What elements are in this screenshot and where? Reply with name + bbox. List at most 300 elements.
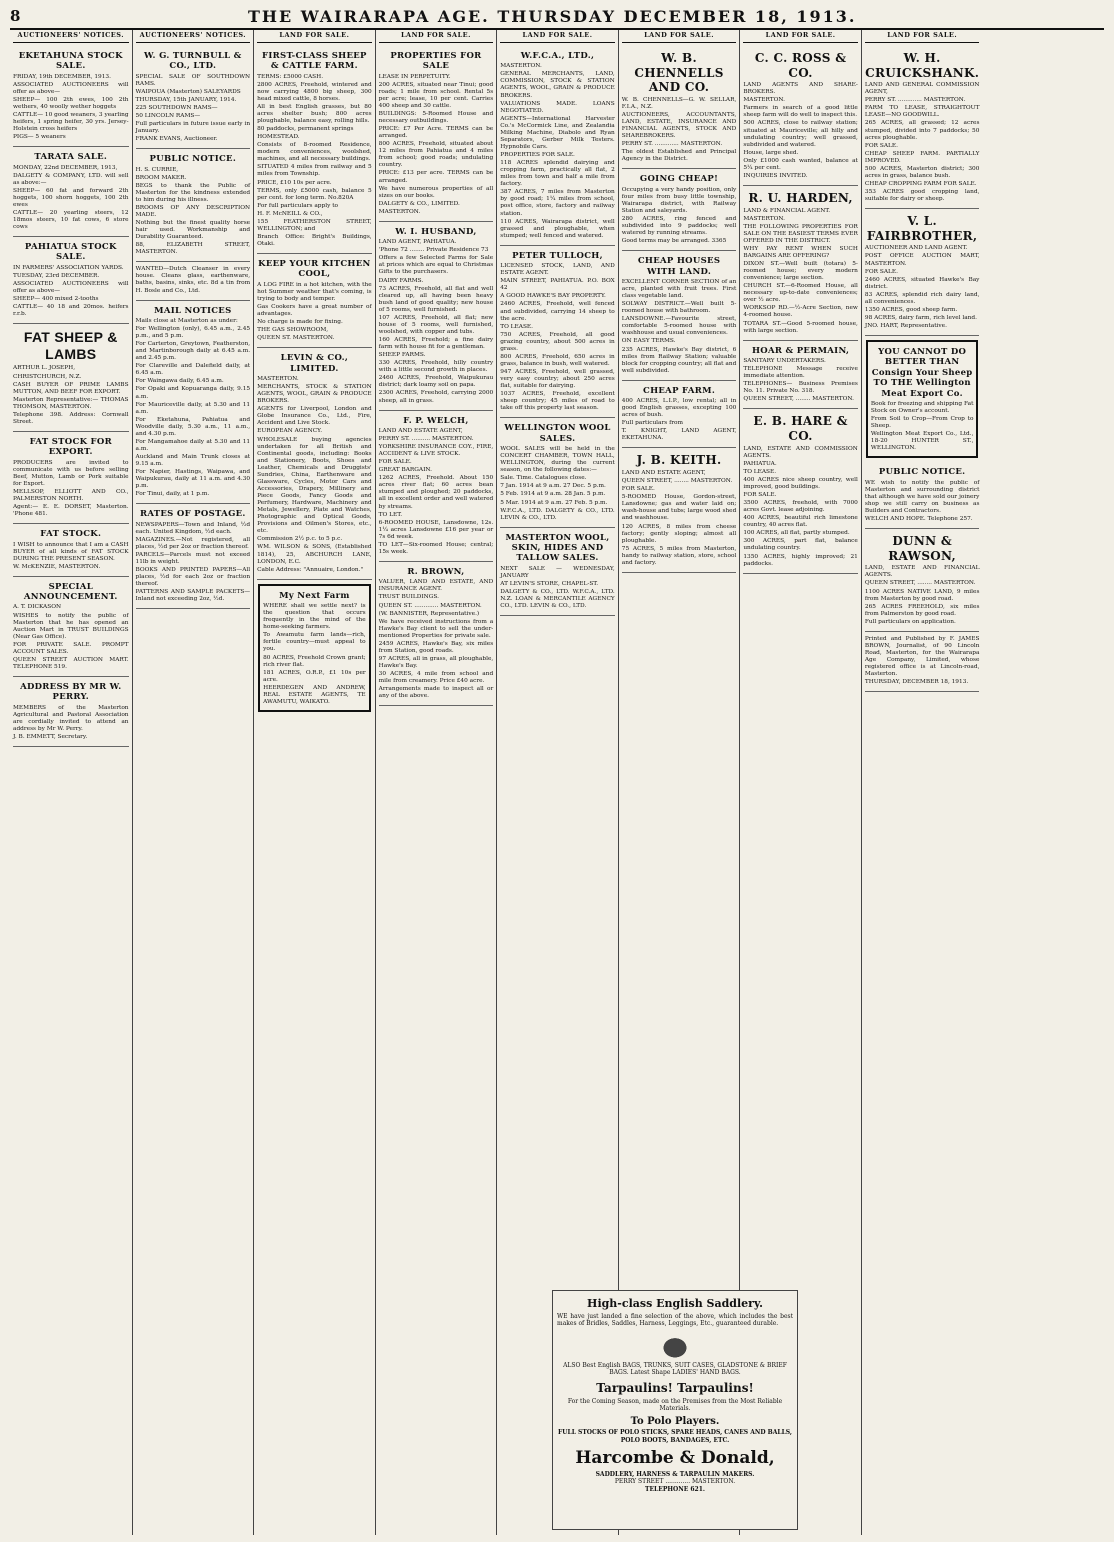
ad-line: From Soil to Crop—From Crop to Sheep. <box>870 416 974 430</box>
ad-line: PRICE: £13 per acre. TERMS can be arranged. <box>378 170 494 184</box>
ad-line: 7 Jan. 1914 at 9 a.m. 27 Dec. 5 p.m. <box>500 483 606 490</box>
ad-line: For Wellington (only), 6.45 a.m., 2.45 p.m., and 5 p.m. <box>135 325 251 340</box>
ad-line: 2460 ACRES, Freehold, Waipukurau district; dark loamy soil on papa. <box>378 375 494 389</box>
tarpaulins-heading: Tarpaulins! Tarpaulins! <box>596 1380 754 1395</box>
ad-line: 2460 ACRES, Freehold, well fenced and subdivided, carrying 14 sheep to the acre. <box>500 301 615 322</box>
advertisement <box>622 381 737 449</box>
ad-line: 88, ELIZABETH STREET, MASTERTON. <box>135 242 251 256</box>
column-2 <box>132 30 254 1535</box>
ad-line: 110 ACRES, Wairarapa district, well grassed and ploughable, when stumped; well fenced and watered. <box>500 218 615 239</box>
ad-line: For Tinui, daily, at 1 p.m. <box>135 491 210 498</box>
ad-line: NEXT SALE — WEDNESDAY, JANUARY <box>500 565 615 579</box>
ad-heading: R. BROWN, <box>407 566 465 577</box>
ad-line: AUCTIONEERS, ACCOUNTANTS, LAND, ESTATE, INSURANCE AND FINANCIAL AGENTS, STOCK AND SHAREBROKERS. <box>621 111 737 140</box>
ad-line: 155 FEATHERSTON STREET, WELLINGTON; and <box>257 218 372 232</box>
advertisement <box>136 46 251 149</box>
ad-line: FOR SALE. <box>621 486 655 493</box>
masthead <box>10 4 1104 30</box>
ad-line: LAND AND GENERAL COMMISSION AGENT, <box>864 82 980 96</box>
tarpaulins-text-1: For the Coming Season, made on the Premises from the Most Reliable Materials. <box>567 1397 783 1413</box>
ad-line: WORKSOP RD.—½-Acre Section, new 4-roomed house. <box>743 305 858 319</box>
ad-line: Only £1000 cash wanted, balance at 5¼ per cent. <box>743 157 858 171</box>
ad-line: Commission 2½ p.c. to 5 p.c. <box>257 536 343 543</box>
ad-line: DALGETY & CO., LTD. W.F.C.A., LTD. N.Z. LOAN & MERCANTILE AGENCY CO., LTD. LEVIN & CO., LTD. <box>500 589 615 610</box>
ad-line: TELEPHONES— Business Premises No. 11. Private No. 318. <box>743 381 858 395</box>
ad-heading: W.F.C.A., LTD., <box>520 50 595 61</box>
ad-line: 5 Feb. 1914 at 9 a.m. 28 Jan. 5 p.m. <box>500 491 606 498</box>
ad-line: LAND AND ESTATE AGENT, <box>378 427 463 434</box>
ad-line: Telephone 398. Address: Cornwall Street. <box>13 411 129 425</box>
ad-line: 1350 ACRES, good sheep farm. <box>864 306 958 313</box>
ad-line: ARTHUR L. JOSEPH, <box>13 365 76 372</box>
ad-line: 98 ACRES, dairy farm, rich level land. <box>864 314 977 321</box>
advertisement <box>13 577 129 677</box>
ad-line: TO LET. <box>378 511 403 518</box>
advertisement <box>865 529 980 632</box>
ad-line: The oldest Established and Principal Agency in the District. <box>621 149 737 163</box>
advertisement <box>500 418 615 527</box>
ad-line: 1350 ACRES, highly improved; 21 paddocks. <box>743 553 858 567</box>
ad-line: BOOKS AND PRINTED PAPERS—All places, ½d for each 2oz or fraction thereof. <box>135 567 251 588</box>
harcombe-telephone: TELEPHONE 621. <box>645 1485 705 1493</box>
ad-line: 160 ACRES, Freehold; a fine dairy farm with house fit for a gentleman. <box>378 337 494 351</box>
advertisement <box>258 584 371 712</box>
ad-line: FARM TO LEASE, STRAIGHTOUT LEASE—NO GOODWILL. <box>864 105 980 119</box>
advertisement <box>622 46 737 169</box>
saddlery-text-2: ALSO Best English BAGS, TRUNKS, SUIT CASES, GLADSTONE & BRIEF BAGS. Latest Shape LADIES' HAND BAGS. <box>563 1361 787 1377</box>
ad-heading: PETER TULLOCH, <box>512 250 603 261</box>
ad-line: MASTERTON. <box>257 376 299 383</box>
advertisement <box>379 562 494 706</box>
advertisement <box>257 348 372 579</box>
bottom-saddlery-ad <box>552 1290 798 1530</box>
ad-line: JNO. HART, Representative. <box>864 323 947 330</box>
ad-line: 107 ACRES, Freehold, all flat; new house of 5 rooms, well furnished, woolshed, with copper and tubs. <box>378 314 494 335</box>
ad-line: POST OFFICE AUCTION MART, MASTERTON. <box>864 253 980 267</box>
ad-heading: EKETAHUNA STOCK SALE. <box>18 50 123 72</box>
ad-line: Full particulars from <box>621 420 683 427</box>
ad-line: LAND, ESTATE AND COMMISSION AGENTS. <box>743 445 858 459</box>
ad-line: CHURCH ST.—6-Roomed House, all necessary up-to-date conveniences; over ½ acre. <box>743 283 858 304</box>
ad-line: 400 ACRES, beautiful rich limestone country, 40 acres flat. <box>743 515 858 529</box>
ad-line: FRANK EVANS, Auctioneer. <box>135 136 218 143</box>
ad-line: 265 ACRES FREEHOLD, six miles from Palmerston by good road. <box>864 603 980 617</box>
ad-heading: My Next Farm <box>279 590 350 601</box>
ad-line: AUCTIONEER AND LAND AGENT. <box>864 245 968 252</box>
ad-line: FOR PRIVATE SALE. PROMPT ACCOUNT SALES. <box>13 641 129 655</box>
ad-line: Arrangements made to inspect all or any of the above. <box>378 686 494 700</box>
ad-line: FOR SALE. <box>864 142 898 149</box>
ad-line: Offers a few Selected Farms for Sale at prices which are equal to Christmas Gifts to the purchasers. <box>378 255 494 276</box>
ad-line: 80 paddocks, permanent springs <box>257 126 354 133</box>
ad-line: FOR SALE. <box>743 492 777 499</box>
ad-line: 83 ACRES, splendid rich dairy land, all conveniences. <box>864 291 980 305</box>
ad-line: 500 ACRES, close to railway station; situated at Mauriceville; all hilly and undulating country; well grassed, subdivided and watered. <box>743 120 858 148</box>
ad-heading: WELLINGTON WOOL SALES. <box>504 423 611 444</box>
ad-line: EUROPEAN AGENCY. <box>257 428 323 435</box>
ad-line: TELEPHONE Message receive immediate attention. <box>743 366 858 380</box>
advertisement <box>622 251 737 381</box>
ad-line: MAGAZINES.—Not registered, all places, ½d per 2oz or fraction thereof. <box>135 536 251 550</box>
saddlery-heading: High-class English Saddlery. <box>587 1297 763 1310</box>
ad-line: WELCH AND HOPE. Telephone 257. <box>864 516 973 523</box>
advertisement <box>13 147 129 237</box>
ad-heading: W. G. TURNBULL & CO., LTD. <box>144 50 242 72</box>
advertisement <box>13 46 129 147</box>
ad-line: TUESDAY, 23rd DECEMBER. <box>13 272 100 279</box>
advertisement <box>500 246 615 419</box>
ad-line: 97 ACRES, all in grass, all ploughable, Hawke's Bay. <box>378 655 494 670</box>
ad-line: No charge is made for fixing. <box>257 319 343 326</box>
ad-line: For Carterton, Greytown, Featherston, and Martinborough daily at 6.45 a.m. and 2.45 p.m. <box>135 341 251 362</box>
ad-line: MASTERTON. <box>500 63 542 70</box>
ad-line: NEWSPAPERS—Town and Inland, ½d each. United Kingdom, ½d each. <box>135 521 251 535</box>
saddlery-text-1: WE have just landed a fine selection of the above, which includes the best makes of Bridles, Saddles, Harness, Leggings, Etc., guaranteed durable. <box>557 1312 793 1328</box>
ad-line: 2300 ACRES, Freehold, carrying 2000 sheep, all in grass. <box>378 390 494 404</box>
ad-line: LAND, ESTATE AND FINANCIAL AGENTS. <box>864 565 980 579</box>
ad-line: 181 ACRES, O.R.P., £1 10s per acre. <box>263 669 366 683</box>
ad-line: SHEEP— 60 fat and forward 2th hoggets, 100 shorn hoggets, 100 2th ewes <box>13 187 129 208</box>
ad-line: 30 ACRES, 4 mile from school and mile from creamery. Price £40 acre. <box>378 671 494 685</box>
ad-line: WISHES to notify the public of Masterton that he has opened an Auction Mart in TRUST BUILDINGS (Near Gas Office). <box>13 612 129 640</box>
column-header: AUCTIONEERS' NOTICES. <box>13 30 129 43</box>
ad-line: SOLWAY DISTRICT.—Well built 5-roomed house with bathroom. <box>621 301 737 315</box>
advertisement <box>136 301 251 505</box>
ad-line: QUEEN ST. MASTERTON. <box>257 335 335 342</box>
harcombe-address: PERRY STREET ............. MASTERTON. <box>614 1478 736 1485</box>
column-header: LAND FOR SALE. <box>743 30 858 43</box>
advertisement <box>865 209 980 336</box>
ad-line: MAIN STREET, PAHIATUA. P.O. BOX 42 <box>500 278 615 292</box>
ad-heading: FAT STOCK. <box>40 529 102 540</box>
ad-line: 2800 ACRES, Freehold, wintered and now carrying 4800 big sheep, 300 head mixed cattle, 8 horses. <box>257 81 372 102</box>
ad-line: FRIDAY, 19th DECEMBER, 1913. <box>13 73 111 80</box>
ad-heading: MASTERTON WOOL, SKIN, HIDES AND TALLOW SALES. <box>505 532 610 564</box>
advertisement <box>136 262 251 300</box>
ad-line: For full particulars apply to <box>257 202 339 209</box>
polo-heading: To Polo Players. <box>630 1415 720 1427</box>
ad-line: 'Phone 72 ........ Private Residence 73 <box>378 247 489 254</box>
ad-line: SHEEP FARMS. <box>378 352 426 359</box>
ad-line: LEASE IN PERPETUITY. <box>378 73 451 80</box>
advertisement <box>379 46 494 222</box>
ad-line: W.F.C.A., LTD. DALGETY & CO., LTD. LEVIN & CO., LTD. <box>500 507 615 521</box>
ad-line: TERMS, only £5000 cash, balance 5 per cent. for long term. No.820A <box>257 187 372 201</box>
ad-heading: HOAR & PERMAIN, <box>751 345 850 356</box>
advertisement <box>13 524 129 577</box>
ad-line: LAND AND ESTATE AGENT, <box>621 470 706 477</box>
ad-line: MASTERTON. <box>743 97 785 104</box>
ad-heading: F. P. WELCH, <box>403 415 469 426</box>
ad-line: AGENTS for Liverpool, London and Globe Insurance Co., Ltd., Fire, Accident and Live Stock. <box>257 406 372 427</box>
ad-line: 75 ACRES, 5 miles from Masterton, handy to railway station, store, school and factory. <box>621 545 737 566</box>
ad-line: Branch Office: Bright's Buildings, Otaki. <box>257 233 372 248</box>
ad-line: A GOOD HAWKE'S BAY PROPERTY. <box>500 293 606 300</box>
ad-line: House, large shed. <box>743 149 799 156</box>
ad-line: SHEEP— 100 2th ewes, 100 2th wethers, 40 woolly wether hoggets <box>13 96 129 110</box>
ad-line: PARCELS—Parcels must not exceed 11lb in weight. <box>135 552 251 566</box>
ad-line: 400 ACRES, L.I.P., low rental; all in good English grasses, excepting 100 acres of bush. <box>621 398 737 419</box>
ad-line: TRUST BUILDINGS. <box>378 594 439 601</box>
ad-heading: ADDRESS BY MR W. PERRY. <box>20 682 122 703</box>
ad-line: Auckland and Main Trunk closes at 9.15 a.m. <box>135 454 251 468</box>
ad-line: I WISH to announce that I am a CASH BUYER of all kinds of FAT STOCK DURING THE PRESENT SEASON. <box>13 541 129 562</box>
ad-line: Cable Address: "Annuaire, London." <box>257 566 364 573</box>
ad-line: W. B. CHENNELLS—G. W. SELLAR, F.I.A., N.Z. <box>621 96 737 110</box>
ad-line: WHOLESALE buying agencies undertaken for all British and Continental goods, including: Books and Stationery, Boots, Shoes and Leather, Chemicals and Druggists' Sundries, China, Earthenware and Glassware, Cycles, Motor Cars and Accessories, Drapery, Millinery and Piece Goods, Fancy Goods and Perfumery, Hardware, Machinery and Metals, Jewellery, Plate and Watches, Photographic and Optical Goods, Provisions and Oilmen's Stores, etc., etc. <box>257 436 372 535</box>
ad-line: LAND AGENTS AND SHARE-BROKERS. <box>743 82 858 96</box>
ad-heading: W. H. CRUICKSHANK. <box>865 50 980 80</box>
ad-line: AT LEVIN'S STORE, CHAPEL-ST. <box>500 580 599 587</box>
ad-line: Good terms may be arranged. 3365 <box>621 238 727 245</box>
ad-line: CATTLE— 40 18 and 20mos. heifers r.r.b. <box>13 304 129 318</box>
ad-line: PERRY ST. .......... MASTERTON. <box>378 435 474 442</box>
ad-line: 800 ACRES, Freehold, 650 acres in grass, balance in bush, well watered. <box>500 353 615 367</box>
ad-line: For Clareville and Dalefield daily, at 6.45 a.m. <box>135 363 251 377</box>
advertisement <box>622 169 737 251</box>
ad-line: SHEEP— 400 mixed 2-tooths <box>13 296 99 303</box>
ad-line: Farmers in search of a good little sheep farm will do well to inspect this. <box>743 105 858 119</box>
advertisement <box>865 46 980 209</box>
ad-line: THURSDAY, DECEMBER 18, 1913. <box>864 679 969 686</box>
ad-line: Mails close at Masterton as under: <box>135 317 238 324</box>
ad-line: QUEEN STREET, ........ MASTERTON. <box>864 580 976 587</box>
ad-line: 750 ACRES, Freehold, all good grazing country, about 500 acres in grass. <box>500 331 615 352</box>
ad-line: WHERE shall we settle next? is the question that occurs frequently in the mind of the home-seeking farmers. <box>263 603 366 631</box>
ad-heading: PUBLIC NOTICE. <box>878 467 966 478</box>
advertisement <box>743 186 858 341</box>
ad-line: ASSOCIATED AUCTIONEERS will offer as above— <box>13 280 129 295</box>
ad-line: PROPERTIES FOR SALE. <box>500 152 575 159</box>
ad-line: BROOMS OF ANY DESCRIPTION MADE. <box>135 204 251 218</box>
ad-line: LICENSED STOCK, LAND, AND ESTATE AGENT. <box>500 263 615 277</box>
advertisement <box>136 149 251 262</box>
ad-heading: CHEAP HOUSES WITH LAND. <box>637 256 721 277</box>
ad-heading: FAT SHEEP & LAMBS <box>23 329 118 363</box>
advertisement <box>379 411 494 562</box>
column-header: LAND FOR SALE. <box>257 30 372 43</box>
advertisement <box>257 46 372 254</box>
ad-line: CATTLE— 10 good weaners, 3 yearling heifers, 1 spring heifer, 30 yrs. Jersey-Holstein cross heifers <box>13 111 129 133</box>
ad-line: VALUATIONS MADE. LOANS NEGOTIATED. <box>500 100 615 114</box>
advertisement <box>866 340 979 458</box>
ad-line: DIXON ST.—Well built (totara) 5-roomed house; every modern convenience; large section. <box>743 261 858 282</box>
advertisement <box>743 341 858 410</box>
ad-line: DALGETY & CO., LIMITED. <box>378 200 460 207</box>
ad-line: 1262 ACRES, Freehold. About 150 acres river flat; 60 acres bean stumped and ploughed; 20 paddocks, all in excellent order and well watered by streams. <box>378 475 494 510</box>
ad-line: AGENTS—International Harvester Co.'s McCormick Line, and Zealandia Milking Machine, Diabolo and Ryan Separators, Gerber Milk Testers. Hypnobile Cars. <box>500 115 615 150</box>
ad-line: We have numerous properties of all sizes on our books. <box>378 185 494 199</box>
saddle-illustration-icon <box>655 1331 695 1359</box>
ad-line: PRICE, £10 10s per acre. <box>257 179 332 186</box>
ad-line: 118 ACRES splendid dairying and cropping farm, practically all flat, 2 miles from town and half a mile from factory. <box>500 160 615 188</box>
ad-line: 2459 ACRES, Hawke's Bay, six miles from Station, good roads. <box>378 640 494 654</box>
advertisement <box>13 677 129 747</box>
ad-line: SPECIAL SALE OF SOUTHDOWN RAMS. <box>135 73 251 87</box>
ad-line: 80 ACRES, Freehold Crown grant; rich river flat. <box>263 654 366 668</box>
ad-line: 3500 ACRES, freehold, with 7000 acres Govt. lease adjoining. <box>743 500 858 514</box>
ad-line: For Opaki and Kopuaranga daily, 9.15 a.m. <box>135 386 251 400</box>
column-1 <box>10 30 132 1535</box>
ad-line: SITUATED 4 miles from railway and 5 miles from Township. <box>257 164 372 178</box>
ad-line: DALGETY & COMPANY, LTD. will sell as above:— <box>13 172 129 186</box>
ad-line: T. KNIGHT, LAND AGENT, EKETAHUNA. <box>621 428 737 442</box>
ad-line: CATTLE— 20 yearling steers, 12 18mos steers, 10 fat cows, 6 store cows <box>13 209 129 231</box>
ad-line: TOTARA ST.—Good 5-roomed house, with large section. <box>743 320 858 334</box>
ad-line: IN FARMERS' ASSOCIATION YARDS. <box>13 264 124 271</box>
harcombe-name: Harcombe & Donald, <box>575 1448 775 1469</box>
ad-line: H. S. CURRIE, <box>135 166 179 173</box>
ad-line: For Napier, Hastings, Waipawa, and Waipukurau, daily at 11 a.m. and 4.30 p.m. <box>135 469 251 490</box>
ad-line: QUEEN STREET, ........ MASTERTON. <box>743 396 854 403</box>
ad-line: (W. BANNISTER, Representative.) <box>378 610 480 617</box>
ad-heading: W. I. HUSBAND, <box>395 226 477 237</box>
column-3 <box>253 30 375 1535</box>
ad-line: WE wish to notify the public of Masterton and surrounding district that although we have sold our joinery shop we still carry on business as Builders and Contractors. <box>864 479 980 514</box>
ad-line: QUEEN STREET AUCTION MART. TELEPHONE 519. <box>13 656 129 670</box>
ad-line: MASTERTON. <box>378 208 421 215</box>
ad-line: 500 ACRES, Masterton district; 300 acres in grass, balance bush. <box>864 165 980 179</box>
ad-line: For Waingawa daily, 6.45 a.m. <box>135 378 224 385</box>
ad-line: 120 ACRES, 8 miles from cheese factory; gently sloping; almost all ploughable. <box>621 523 737 544</box>
ad-line: 6-ROOMED HOUSE, Lansdowne, 12s. 1¼ acres Lansdowne £16 per year or 7s 6d week. <box>378 519 494 540</box>
ad-line: BEGS to thank the Public of Masterton for the kindness extended to him during his illness. <box>135 182 251 203</box>
ad-line: 235 ACRES, Hawke's Bay district, 6 miles from Railway Station; valuable block for cropping country; all flat and well subdivided. <box>621 346 737 374</box>
ad-heading: E. B. HARE & CO. <box>753 414 848 444</box>
ad-line: PERRY ST. ............. MASTERTON. <box>864 97 966 104</box>
ad-line: CHRISTCHURCH, N.Z. <box>13 373 82 380</box>
ad-line: TERMS: £5000 CASH. <box>257 73 324 80</box>
ad-line: For Eketahuna, Pahiatua and Woodville daily, 5.30 a.m., 11 a.m., and 4.30 p.m. <box>135 416 251 437</box>
ad-line: TO LET—Six-roomed House; central; 15s week. <box>378 541 494 555</box>
ad-heading: YOU CANNOT DO BETTER THAN Consign Your Sheep TO THE Wellington Meat Export Co. <box>871 347 973 399</box>
advertisement <box>743 46 858 186</box>
ad-line: PERRY ST. ............. MASTERTON. <box>621 141 723 148</box>
ad-heading: LEVIN & CO., LIMITED. <box>280 353 349 374</box>
ad-line: 73 ACRES, Freehold, all flat and well cleared up, all having been heavy bush land of good quality; new house of 5 rooms, well furnished. <box>378 285 494 313</box>
ad-heading: PROPERTIES FOR SALE <box>390 50 482 72</box>
ad-line: 330 ACRES, Freehold, hilly country with a little second growth in places. <box>378 360 494 374</box>
ad-heading: RATES OF POSTAGE. <box>139 509 246 520</box>
advertisement <box>13 432 129 524</box>
ad-line: Gas Cookers have a great number of advantages. <box>257 303 372 318</box>
advertisement <box>13 324 129 432</box>
ad-heading: SPECIAL ANNOUNCEMENT. <box>23 581 118 603</box>
advertisement <box>865 632 980 692</box>
ad-line: Full particulars on application. <box>864 618 956 625</box>
column-header: LAND FOR SALE. <box>622 30 737 43</box>
ad-line: WHY PAY RENT WHEN SUCH BARGAINS ARE OFFERING? <box>743 245 858 259</box>
ad-line: 1037 ACRES, Freehold, excellent sheep country; 45 miles of road to take off this property last season. <box>500 391 615 412</box>
ad-line: THE FOLLOWING PROPERTIES FOR SALE ON THE EASIEST TERMS EVER OFFERED IN THE DISTRICT. <box>743 223 858 244</box>
newspaper-title: THE WAIRARAPA AGE. THURSDAY DECEMBER 18, 1913. <box>248 6 857 26</box>
ad-line: GREAT BARGAIN. <box>378 467 432 474</box>
ad-line: LAND AGENT, PAHIATUA. <box>378 239 457 246</box>
ad-line: WOOL SALES will be held in the CONCERT CHAMBER, TOWN HALL, WELLINGTON, during the current season, on the following dates:— <box>500 446 615 474</box>
ad-line: QUEEN ST. ............. MASTERTON. <box>378 602 482 609</box>
harcombe-trade: SADDLERY, HARNESS & TARPAULIN MAKERS. <box>595 1470 755 1478</box>
column-header: AUCTIONEERS' NOTICES. <box>136 30 251 43</box>
ad-heading: DUNN & RAWSON, <box>888 534 957 563</box>
ad-line: ASSOCIATED AUCTIONEERS will offer as above— <box>13 81 129 95</box>
ad-heading: CHEAP FARM. <box>643 385 716 396</box>
ad-heading: C. C. ROSS & CO. <box>754 50 847 80</box>
ad-line: Masterton Representative:— THOMAS THOMSON, MASTERTON. <box>13 396 129 410</box>
advertisement <box>743 409 858 573</box>
ad-line: FOR SALE. <box>378 459 412 466</box>
ad-line: We have received instructions from a Hawke's Bay client to sell the under-mentioned Properties for private sale. <box>378 618 494 639</box>
advertisement <box>379 222 494 411</box>
ad-line: MELLSOP, ELLIOTT AND CO., PALMERSTON NORTH. <box>13 488 129 502</box>
ad-line: MONDAY, 22nd DECEMBER, 1913, <box>13 164 118 171</box>
ad-line: MASTERTON. <box>743 215 785 222</box>
ad-line: 280 ACRES, ring fenced and subdivided into 9 paddocks; well watered by running streams. <box>621 215 737 237</box>
ad-line: 225 SOUTHDOWN RAMS— <box>135 104 218 111</box>
ad-line: BUILDINGS: 5-Roomed House and necessary outbuildings. <box>378 110 494 125</box>
ad-heading: V. L. FAIRBROTHER, <box>866 214 978 243</box>
ad-line: LANSDOWNE.—Favourite street, comfortable 5-roomed house with washhouse and usual conveniences. <box>621 316 737 337</box>
ad-line: WAIPOUA (Masterton) SALEYARDS <box>135 88 241 95</box>
ad-line: PRICE: £7 Per Acre. TERMS can be arranged. <box>378 126 494 140</box>
ad-line: 200 ACRES, situated near Tinui; good roads; 1 mile from school. Rental 5s per acre; lease, 10 per cent. Carries 400 sheep and 30 cattle. <box>378 81 494 109</box>
ad-line: CHEAP SHEEP FARM. PARTIALLY IMPROVED. <box>864 150 980 164</box>
ad-line: MERCHANTS, STOCK & STATION AGENTS, WOOL, GRAIN & PRODUCE BROKERS. <box>257 384 372 405</box>
ad-heading: J. B. KEITH. <box>636 453 722 468</box>
ad-line: For Mauriceville daily, at 5.30 and 11 a.m. <box>135 401 251 415</box>
ad-line: Agent:— E. E. DORSET, Masterton. 'Phone 481. <box>13 504 129 518</box>
ad-line: Nothing but the finest quality horse hair used. Workmanship and Durability Guaranteed. <box>135 220 251 241</box>
ad-line: 1100 ACRES NATIVE LAND, 9 miles from Masterton by good road. <box>864 588 980 602</box>
ad-line: TO LEASE. <box>743 468 777 475</box>
column-header: LAND FOR SALE. <box>500 30 615 43</box>
ad-line: Printed and Published by F. JAMES BROWN, Journalist, of 90 Lincoln Road, Masterton, for the Wairarapa Age Company, Limited, whose registered office is at Lincoln-road, Masterton. <box>864 635 980 678</box>
ad-heading: KEEP YOUR KITCHEN COOL, <box>258 259 371 280</box>
ad-line: YORKSHIRE INSURANCE COY., FIRE, ACCIDENT & LIVE STOCK. <box>378 444 494 458</box>
page-number: 8 <box>10 7 21 25</box>
ad-line: TO LEASE. <box>500 323 533 330</box>
ad-line: For Mangamahoe daily at 5.30 and 11 a.m. <box>135 438 251 452</box>
ad-line: Occupying a very handy position, only four miles from busy little township, Wairarapa district, with Railway Station and saleyards. <box>621 186 737 214</box>
ad-heading: FAT STOCK FOR EXPORT. <box>29 436 112 458</box>
ad-line: HEERDEGEN AND ANDREW, REAL ESTATE AGENTS, TE AWAMUTU, WAIKATO. <box>263 684 366 705</box>
ad-line: 947 ACRES, Freehold, well grassed, very easy country; about 250 acres flat, suitable for dairying. <box>500 369 615 390</box>
column-4 <box>375 30 497 1535</box>
ad-line: 2460 ACRES, situated Hawke's Bay district. <box>864 276 980 290</box>
advertisement <box>865 462 980 529</box>
ad-heading: FIRST-CLASS SHEEP & CATTLE FARM. <box>262 50 367 72</box>
ad-line: 5 Mar. 1914 at 9 a.m. 27 Feb. 5 p.m. <box>500 499 608 506</box>
ad-line: PATTERNS AND SAMPLE PACKETS—Inland not exceeding 2oz, ½d. <box>135 589 251 603</box>
ad-line: VALUER, LAND AND ESTATE, AND INSURANCE AGENT. <box>378 579 494 593</box>
ad-line: QUEEN STREET, ........ MASTERTON. <box>621 478 733 485</box>
ad-line: 800 ACRES, Freehold, situated about 12 miles from Pahiatua and 4 miles from school; good roads; undulating country. <box>378 141 494 169</box>
column-header: LAND FOR SALE. <box>865 30 980 43</box>
ad-line: MEMBERS of the Masterton Agricultural and Pastoral Association are cordially invited to attend an address by Mr W. Perry. <box>13 704 129 732</box>
ad-line: WM. WILSON & SONS, (Established 1814), 25, ABCHURCH LANE, LONDON, E.C. <box>257 544 372 565</box>
ad-heading: W. B. CHENNELLS AND CO. <box>634 50 724 95</box>
ad-heading: R. U. HARDEN, <box>748 190 853 205</box>
ad-line: All in best English grasses, but 80 acres shelter bush; 800 acres ploughable, balance easy, rolling hills. <box>257 103 372 125</box>
ad-line: 5-ROOMED House, Gordon-street, Lansdowne; gas and water laid on; wash-house and tubs; large wood shed and washhouse. <box>621 494 737 522</box>
ad-line: WANTED—Dutch Cleanser in every house. Cleans glass, earthenware, baths, basins, sinks, etc. 8d a tin from H. Bosle and Co., Ltd. <box>135 266 251 294</box>
ad-line: Sale. Time. Catalogues close. <box>500 475 587 482</box>
ad-line: Consists of 8-roomed Residence, modern conveniences, woolshed, machines, and all necessary buildings. <box>257 142 372 163</box>
ad-line: 300 ACRES, part flat, balance undulating country. <box>743 538 858 552</box>
advertisement <box>136 504 251 609</box>
advertisement <box>13 237 129 324</box>
ad-line: FOR SALE. <box>864 268 898 275</box>
ad-line: SANITARY UNDERTAKERS. <box>743 358 826 365</box>
